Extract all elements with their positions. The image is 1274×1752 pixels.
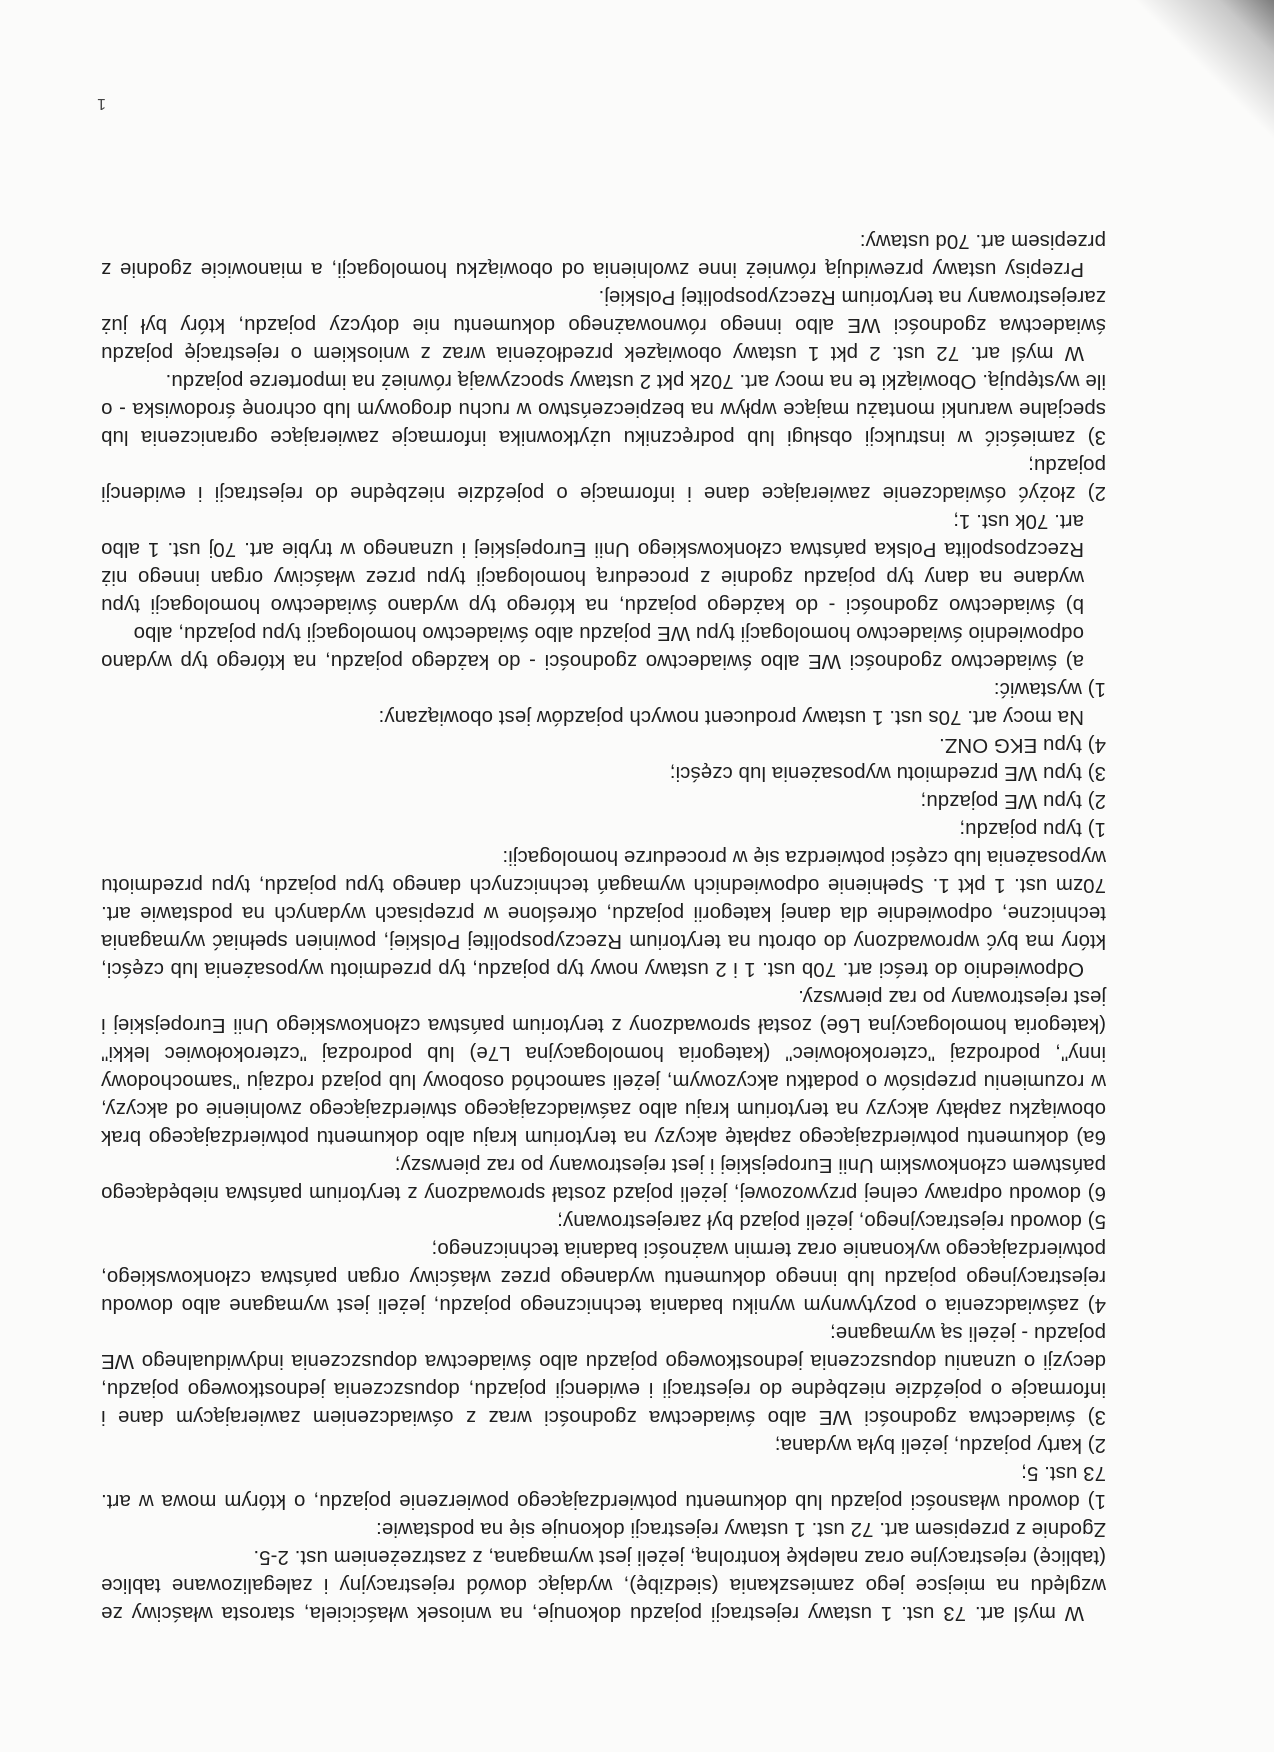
paragraph: 3) zamieścić w instrukcji obsługi lub podręczniku użytkownika informacje zawierające ograniczenia lub specjalne warunki montażu mające wpływ na bezpieczeństwo w ruchu drogowym lub ochronę środowiska - o ile występują. Obowiązki te na mocy art. 70zk pkt 2 ustawy spoczywają również na importerze pojazdu.: [101, 370, 1106, 448]
paragraph: 5) dowodu rejestracyjnego, jeżeli pojazd był zarejestrowany;: [557, 1210, 1106, 1232]
paragraph: Na mocy art. 70s ust. 1 ustawy producent nowych pojazdów jest obowiązany:: [378, 706, 1084, 728]
paragraph: 3) typu WE przedmiotu wyposażenia lub części;: [669, 762, 1106, 784]
paragraph: Zgodnie z przepisem art. 72 ust. 1 ustawy rejestracji dokonuje się na podstawie:: [376, 1518, 1106, 1540]
paragraph: Odpowiednio do treści art. 70b ust. 1 i 2 ustawy nowy typ pojazdu, typ przedmiotu wyposażenia lub części, który ma być wprowadzony do obrotu na terytorium Rzeczypospolitej Polskiej, powinien spełniać wymagania techniczne, odpowiednie dla danej kategorii pojazdu, określone w przepisach wydanych na podstawie art. 70zm ust. 1 pkt 1. Spełnienie odpowiednich wymagań technicznych danego typu pojazdu, typu przedmiotu wyposażenia lub części potwierdza się w procedurze homologacji:: [101, 846, 1106, 980]
paragraph: 4) typu EKG ONZ.: [938, 734, 1106, 756]
paragraph: 1) dowodu własności pojazdu lub dokumentu potwierdzającego powierzenie pojazdu, o którym mowa w art. 73 ust. 5;: [101, 1462, 1106, 1512]
paragraph: 3) świadectwa zgodności WE albo świadectwa zgodności wraz z oświadczeniem zawierającym dane i informacje o pojeździe niezbędne do rejestracji i ewidencji pojazdu, dopuszczenia jednostkowego pojazdu, decyzji o uznaniu dopuszczenia jednostkowego pojazdu albo świadectwa dopuszczenia indywidualnego WE pojazdu - jeżeli są wymagane;: [101, 1322, 1106, 1428]
paragraph: 2) karty pojazdu, jeżeli była wydana;: [774, 1434, 1106, 1456]
paragraph: b) świadectwo zgodności - do każdego pojazdu, na którego typ wydano świadectwo homologacji typu wydane na dany typ pojazdu zgodnie z procedurą homologacji typu przez właściwy organ innego niż Rzeczpospolita Polska państwa członkowskiego Unii Europejskiej i uznanego w trybie art. 70j ust. 1 albo art. 70k ust. 1;: [101, 510, 1084, 616]
paragraph: 1) wystawić:: [993, 678, 1106, 700]
document-body: [101, 227, 1106, 1627]
paragraph: 2) złożyć oświadczenie zawierające dane i informacje o pojeździe niezbędne do rejestracji i ewidencji pojazdu;: [101, 454, 1106, 504]
paragraph: 6) dowodu odprawy celnej przywozowej, jeżeli pojazd został sprowadzony z terytorium państwa niebędącego państwem członkowskim Unii Europejskiej i jest rejestrowany po raz pierwszy;: [101, 1154, 1106, 1204]
page-number: 1: [97, 95, 106, 112]
paragraph: 2) typu WE pojazdu;: [920, 790, 1106, 812]
paragraph: 1) typu pojazdu;: [959, 818, 1106, 840]
paragraph: W myśl art. 73 ust. 1 ustawy rejestracji pojazdu dokonuje, na wniosek właściciela, starosta właściwy ze względu na miejsce jego zamieszkania (siedzibę), wydając dowód rejestracyjny i zalegalizowane tablice (tablicę) rejestracyjne oraz nalepkę kontrolną, jeżeli jest wymagana, z zastrzeżeniem ust. 2-5.: [101, 1546, 1106, 1624]
paragraph: 6a) dokumentu potwierdzającego zapłatę akcyzy na terytorium kraju albo dokumentu potwierdzającego brak obowiązku zapłaty akcyzy na terytorium kraju albo zaświadczającego stwierdzającego zwolnienie od akcyzy, w rozumieniu przepisów o podatku akcyzowym, jeżeli samochód osobowy lub pojazd rodzaju "samochodowy inny", podrodzaj "czterokołowiec" (kategoria homologacyjna L7e) lub podrodzaj "czterokołowiec lekki" (kategoria homologacyjna L6e) został sprowadzony z terytorium państwa członkowskiego Unii Europejskiej i jest rejestrowany po raz pierwszy.: [101, 986, 1106, 1148]
paragraph: 4) zaświadczenia o pozytywnym wyniku badania technicznego pojazdu, jeżeli jest wymagane albo dowodu rejestracyjnego pojazdu lub innego dokumentu wydanego przez właściwy organ państwa członkowskiego, potwierdzającego wykonanie oraz termin ważności badania technicznego;: [101, 1238, 1106, 1316]
paragraph: W myśl art. 72 ust. 2 pkt 1 ustawy obowiązek przedłożenia wraz z wnioskiem o rejestrację pojazdu świadectwa zgodności WE albo innego równoważnego dokumentu nie dotyczy pojazdu, który był już zarejestrowany na terytorium Rzeczypospolitej Polskiej.: [101, 286, 1106, 364]
paragraph: Przepisy ustawy przewidują również inne zwolnienia od obowiązku homologacji, a mianowicie zgodnie z przepisem art. 70d ustawy:: [101, 230, 1106, 280]
paragraph: a) świadectwo zgodności WE albo świadectwo zgodności - do każdego pojazdu, na którego typ wydano odpowiednio świadectwo homologacji typu WE pojazdu albo świadectwo homologacji typu pojazdu, albo: [101, 622, 1084, 672]
